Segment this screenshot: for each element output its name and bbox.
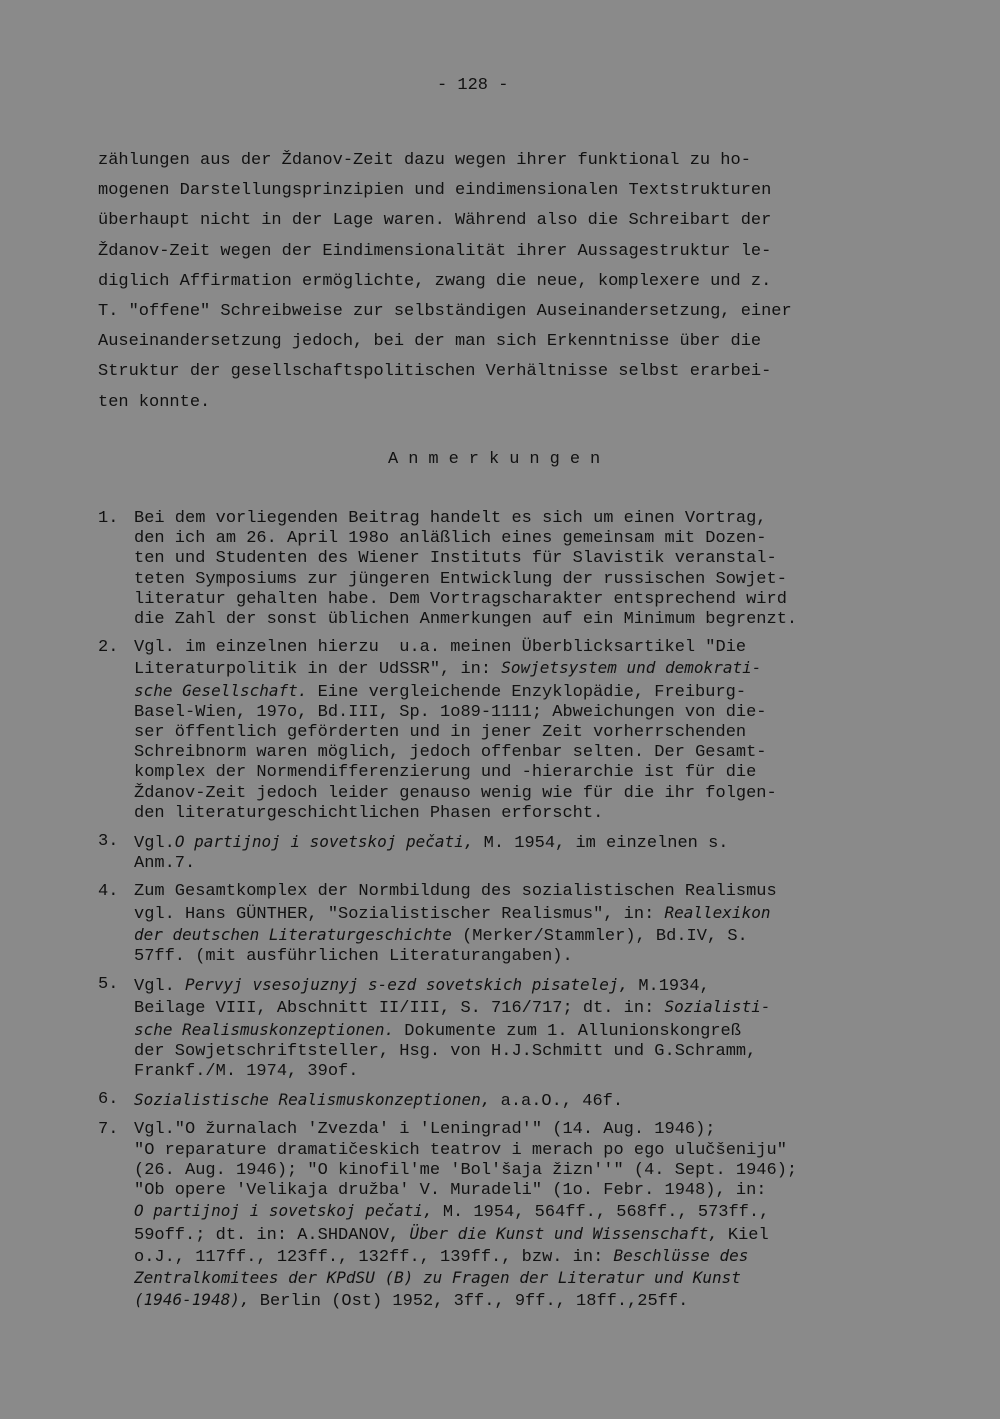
footnote-item xyxy=(98,1090,958,1112)
footnote-number: 2. xyxy=(98,638,119,658)
footnote-line: die Zahl der sonst üblichen Anmerkungen auf ein Minimum begrenzt. xyxy=(134,610,798,630)
footnote-line: Zentralkomitees der KPdSU (B) zu Fragen der Literatur und Kunst xyxy=(134,1267,741,1287)
footnote-line: Anm.7. xyxy=(134,854,196,874)
page-number: - 128 - xyxy=(437,76,509,95)
footnote-line: Vgl.O partijnoj i sovetskoj pečati, M. 1954, im einzelnen s. xyxy=(134,832,729,854)
footnote-line: ser öffentlich geförderten und in jener Zeit vorherrschenden xyxy=(134,723,747,743)
footnote-line: Zum Gesamtkomplex der Normbildung des sozialistischen Realismus xyxy=(134,882,777,902)
body-line: Struktur der gesellschaftspolitischen Verhältnisse selbst erarbei- xyxy=(98,362,772,382)
body-line: T. "offene" Schreibweise zur selbständigen Auseinandersetzung, einer xyxy=(98,302,792,322)
footnote-item xyxy=(98,509,958,630)
footnote-line: Literaturpolitik in der UdSSR", in: Sowjetsystem und demokrati- xyxy=(134,658,762,680)
body-line: diglich Affirmation ermöglichte, zwang die neue, komplexere und z. xyxy=(98,271,772,291)
body-line: Auseinandersetzung jedoch, bei der man sich Erkenntnisse über die xyxy=(98,332,762,352)
footnote-number: 3. xyxy=(98,832,119,852)
body-paragraph xyxy=(98,146,928,418)
footnote-line: Schreibnorm waren möglich, jedoch offenbar selten. Der Gesamt- xyxy=(134,743,767,763)
footnote-number: 6. xyxy=(98,1090,119,1110)
footnote-line: "Ob opere 'Velikaja družba' V. Muradeli" (1o. Febr. 1948), in: xyxy=(134,1181,767,1201)
footnote-line: komplex der Normendifferenzierung und -hierarchie ist für die xyxy=(134,763,757,783)
footnote-number: 7. xyxy=(98,1120,119,1140)
footnote-line: teten Symposiums zur jüngeren Entwicklung der russischen Sowjet- xyxy=(134,569,787,589)
footnote-line: "O reparature dramatičeskich teatrov i merach po ego ulučšeniju" xyxy=(134,1140,787,1160)
footnote-line: 59off.; dt. in: A.SHDANOV, Über die Kunst und Wissenschaft, Kiel xyxy=(134,1223,769,1245)
footnote-line: O partijnoj i sovetskoj pečati, M. 1954, 564ff., 568ff., 573ff., xyxy=(134,1201,770,1223)
footnote-line: Basel-Wien, 197o, Bd.III, Sp. 1o89-1111; Abweichungen von die- xyxy=(134,702,767,722)
footnote-line: Ždanov-Zeit jedoch leider genauso wenig wie für die ihr folgen- xyxy=(134,783,777,803)
footnote-line: Beilage VIII, Abschnitt II/III, S. 716/717; dt. in: Sozialisti- xyxy=(134,997,771,1019)
footnote-line: 57ff. (mit ausführlichen Literaturangaben). xyxy=(134,947,573,967)
footnote-line: Bei dem vorliegenden Beitrag handelt es sich um einen Vortrag, xyxy=(134,509,767,528)
footnote-number: 4. xyxy=(98,882,119,902)
footnote-number: 1. xyxy=(98,509,119,528)
footnote-line: vgl. Hans GÜNTHER, "Sozialistischer Realismus", in: Reallexikon xyxy=(134,902,771,924)
body-line: überhaupt nicht in der Lage waren. Während also die Schreibart der xyxy=(98,211,772,231)
footnote-line: o.J., 117ff., 123ff., 132ff., 139ff., bzw. in: Beschlüsse des xyxy=(134,1245,749,1267)
footnote-line: Vgl."O žurnalach 'Zvezda' i 'Leningrad'" (14. Aug. 1946); xyxy=(134,1120,716,1140)
footnote-line: sche Realismuskonzeptionen. Dokumente zum 1. Allunionskongreß xyxy=(134,1019,741,1041)
footnote-line: Frankf./M. 1974, 39of. xyxy=(134,1062,359,1082)
footnotes-list xyxy=(98,509,958,1320)
body-line: Ždanov-Zeit wegen der Eindimensionalität ihrer Aussagestruktur le- xyxy=(98,241,772,261)
footnote-line: (1946-1948), Berlin (Ost) 1952, 3ff., 9ff., 18ff.,25ff. xyxy=(134,1290,689,1312)
footnote-item xyxy=(98,882,958,967)
footnote-line: literatur gehalten habe. Dem Vortragscharakter entsprechend wird xyxy=(134,589,787,609)
footnote-number: 5. xyxy=(98,975,119,995)
footnote-item xyxy=(98,638,958,824)
body-line: ten konnte. xyxy=(98,392,211,412)
footnote-line: den literaturgeschichtlichen Phasen erforscht. xyxy=(134,803,604,823)
footnote-line: der Sowjetschriftsteller, Hsg. von H.J.Schmitt und G.Schramm, xyxy=(134,1041,757,1061)
footnote-line: der deutschen Literaturgeschichte (Merker/Stammler), Bd.IV, S. xyxy=(134,924,748,946)
footnote-item xyxy=(98,1120,958,1312)
footnote-line: sche Gesellschaft. Eine vergleichende Enzyklopädie, Freiburg- xyxy=(134,680,747,702)
footnote-line: Sozialistische Realismuskonzeptionen, a.a.O., 46f. xyxy=(134,1090,624,1112)
footnote-line: (26. Aug. 1946); "O kinofil'me 'Bol'šaja žizn''" (4. Sept. 1946); xyxy=(134,1160,798,1180)
body-line: mogenen Darstellungsprinzipien und eindimensionalen Textstrukturen xyxy=(98,181,772,201)
footnote-line: Vgl. Pervyj vsesojuznyj s-ezd sovetskich pisatelej, M.1934, xyxy=(134,975,710,997)
section-heading: Anmerkungen xyxy=(388,450,611,469)
footnote-line: Vgl. im einzelnen hierzu u.a. meinen Überblicksartikel "Die xyxy=(134,638,747,658)
body-line: zählungen aus der Ždanov-Zeit dazu wegen ihrer funktional zu ho- xyxy=(98,151,751,170)
footnote-line: ten und Studenten des Wiener Instituts für Slavistik veranstal- xyxy=(134,549,777,569)
footnote-item xyxy=(98,832,958,874)
footnote-line: den ich am 26. April 198o anläßlich eines gemeinsam mit Dozen- xyxy=(134,529,767,549)
footnote-item xyxy=(98,975,958,1082)
